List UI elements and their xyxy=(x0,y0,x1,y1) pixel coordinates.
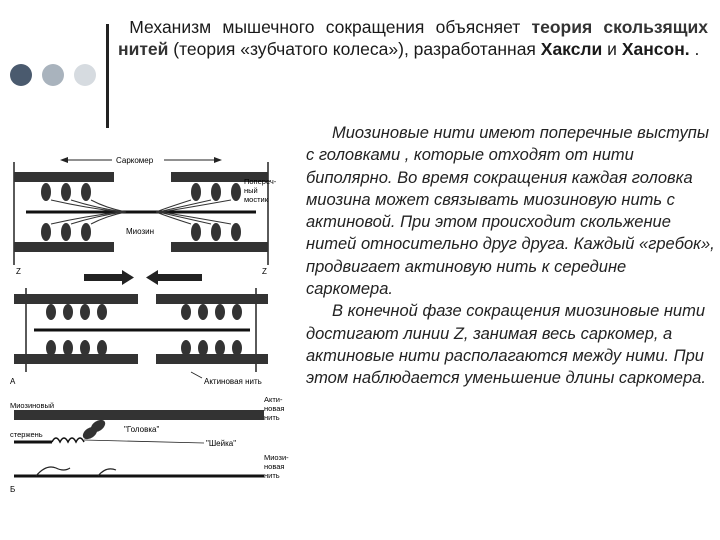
label-actin-1: Акти- xyxy=(264,395,283,404)
label-neck: "Шейка" xyxy=(206,439,237,448)
label-b: Б xyxy=(10,485,16,494)
label-myosin: Миозин xyxy=(126,227,155,236)
label-head: "Головка" xyxy=(124,425,160,434)
bullet-dot xyxy=(10,64,32,86)
label-a: А xyxy=(10,377,16,386)
author-huxley: Хаксли xyxy=(540,39,603,59)
label-actin-2: новая xyxy=(264,404,285,413)
author-hanson: Хансон. xyxy=(621,39,690,59)
bullet-dots xyxy=(10,64,96,86)
label-myosin-fil-1: Миози- xyxy=(264,453,289,462)
label-z-right: Z xyxy=(262,267,267,276)
title-text-2: (теория «зубчатого колеса»), разработанная xyxy=(168,39,541,59)
label-cross-bridge-3: мостик xyxy=(244,195,268,204)
label-myosin-fil-3: нить xyxy=(264,471,280,480)
title-conj: и xyxy=(602,39,622,59)
title-tail: . xyxy=(689,39,700,59)
bullet-dot xyxy=(74,64,96,86)
label-sarcomere: Саркомер xyxy=(116,156,154,165)
slide-title xyxy=(118,16,708,60)
bullet-dot xyxy=(42,64,64,86)
label-z-left: Z xyxy=(16,267,21,276)
label-myosin-fil-2: новая xyxy=(264,462,285,471)
sliding-filament-diagram xyxy=(6,150,298,500)
title-highlight: теория скользящих нитей xyxy=(118,17,708,59)
label-actin-filament: Актиновая нить xyxy=(204,377,262,386)
label-cross-bridge-2: ный xyxy=(244,186,258,195)
title-text: Механизм мышечного сокращения объясняет xyxy=(129,17,532,37)
label-actin-3: нить xyxy=(264,413,280,422)
label-myosin-rod-2: стержень xyxy=(10,430,43,439)
label-cross-bridge-1: Попереч- xyxy=(244,177,277,186)
title-divider xyxy=(106,24,109,128)
paragraph-2: В конечной фазе сокращения миозиновые нити достигают линии Z, занимая весь саркомер, а актиновые нити располагаются между ними. При этом наблюдается уменьшение длины саркомера. xyxy=(306,302,706,388)
label-myosin-rod-1: Миозиновый xyxy=(10,401,55,410)
paragraph-1: Миозиновые нити имеют поперечные выступы с головками , которые отходят от нити биполярно. Во время сокращения каждая головка миозина может связывать миозиновую нить с актиновой. При этом происходит скольжение нитей относительно друг друга. Каждый «гребок», продвигает актиновую нить к середине саркомера. xyxy=(306,124,715,299)
body-text xyxy=(306,122,716,390)
